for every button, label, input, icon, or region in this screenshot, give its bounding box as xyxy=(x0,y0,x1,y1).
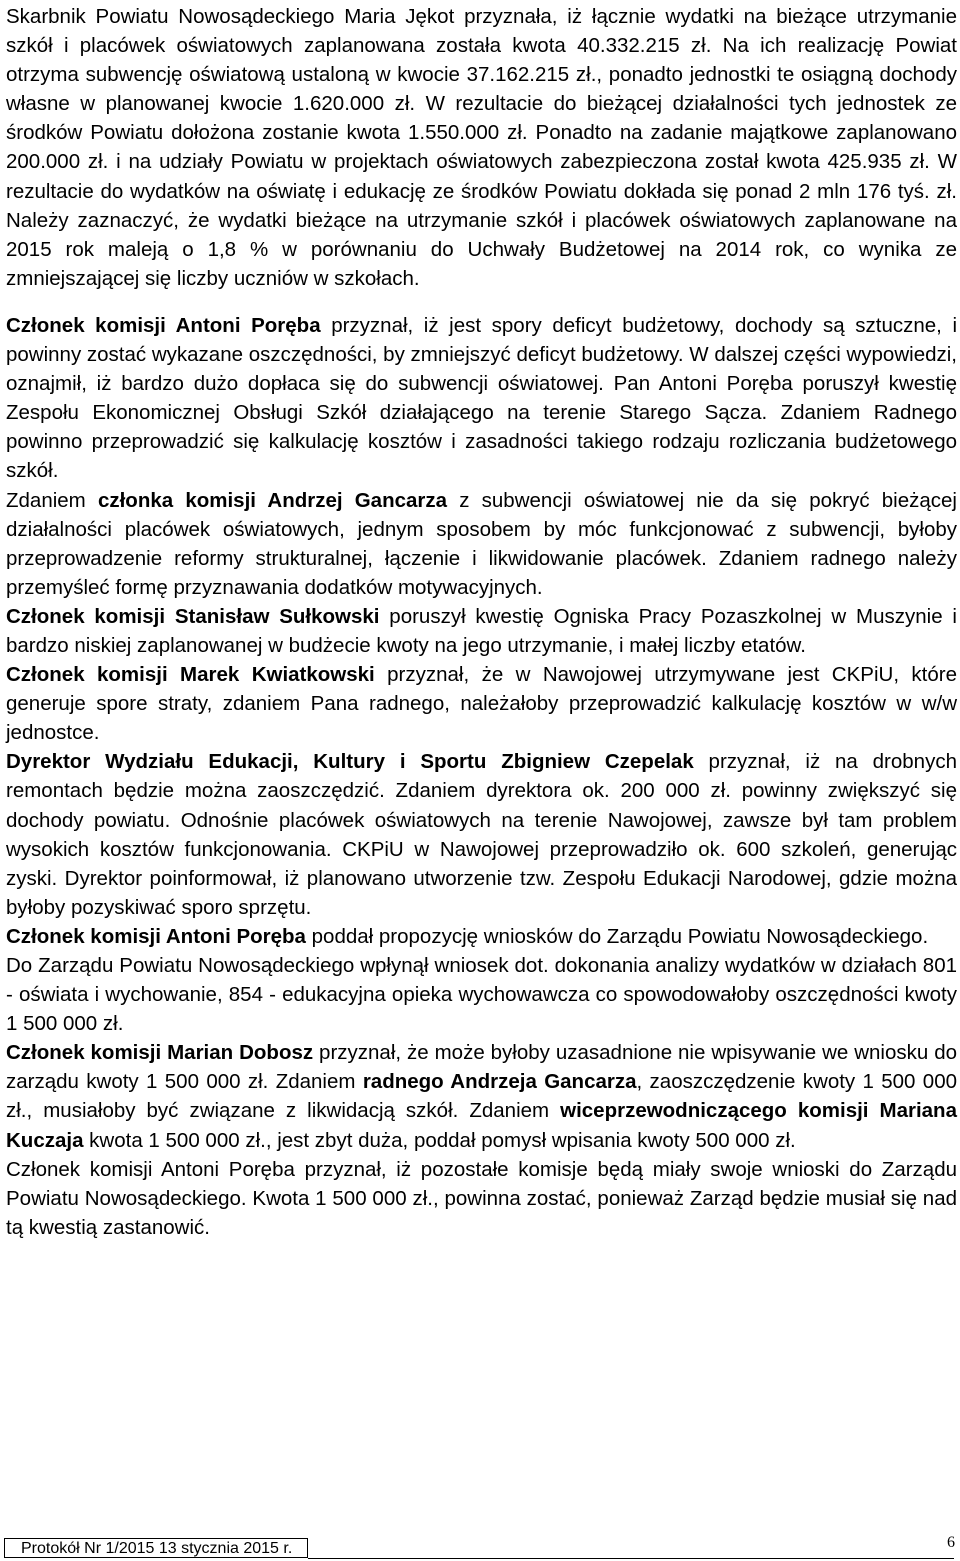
speaker-name: wiceprzewodniczącego komisji Mariana Kuczaja xyxy=(6,1099,957,1152)
page-footer xyxy=(0,1534,960,1561)
paragraph-text: Skarbnik Powiatu Nowosądeckiego Maria Jękot przyznała, iż łącznie wydatki na bieżące utrzymanie szkół i placówek oświatowych zaplanowana została kwota 40.332.215 zł. Na ich realizację Powiat otrzyma subwencję oświatową ustaloną w kwocie 37.162.215 zł., ponadto jednostki te osiągną dochody własne w planowanej kwocie 1.620.000 zł. W rezultacie do bieżącej działalności tych jednostek ze środków Powiatu dołożona zostanie kwota 1.550.000 zł. Ponadto na zadanie majątkowe zaplanowano 200.000 zł. i na udziały Powiatu w projektach oświatowych zabezpieczona został kwota 425.935 zł. W rezultacie do wydatków na oświatę i edukację ze środków Powiatu dokłada się ponad 2 mln 176 tyś. zł. Należy zaznaczyć, że wydatki bieżące na utrzymanie szkół i placówek oświatowych zaplanowane na 2015 rok maleją o 1,8 % w porównaniu do Uchwały Budżetowej na 2014 rok, co wynika ze zmniejszającej się liczby uczniów w szkołach. xyxy=(6,5,957,290)
speaker-name: Dyrektor Wydziału Edukacji, Kultury i Sportu Zbigniew Czepelak xyxy=(6,750,694,774)
paragraph-text: , zaoszczędzenie kwoty 1 500 000 zł., musiałoby być związane z likwidacją szkół. Zdaniem xyxy=(6,1070,958,1123)
paragraph xyxy=(6,1155,957,1242)
paragraph-text: przyznał, iż jest spory deficyt budżetowy, dochody są sztuczne, i powinny zostać wykazane oszczędności, by zmniejszyć deficyt budżetowy. W dalszej części wypowiedzi, oznajmił, iż bardzo dużo dopłaca się do subwencji oświatowej. Pan Antoni Poręba poruszył kwestię Zespołu Ekonomicznej Obsługi Szkół działającego na terenie Starego Sącza. Zdaniem Radnego powinno przeprowadzić się kalkulację kosztów i zasadności takiego rodzaju rozliczania budżetowego szkół. xyxy=(6,313,957,483)
paragraph xyxy=(6,1038,957,1154)
paragraph xyxy=(6,602,957,660)
speaker-name: Członek komisji Antoni Poręba xyxy=(6,313,321,337)
paragraph-text: przyznał, że może byłoby uzasadnione nie wpisywanie we wniosku do zarządu kwoty 1 500 000 zł. Zdaniem xyxy=(6,1041,957,1094)
paragraph-text: Zdaniem xyxy=(6,488,98,512)
paragraph-text: z subwencji oświatowej nie da się pokryć bieżącej działalności placówek oświatowych, jednym sposobem by móc funkcjonować z subwencji, byłoby przeprowadzenie reformy strukturalnej, łączenie i likwidowanie placówek. Zdaniem radnego należy przemyśleć formę przyznawania dodatków motywacyjnych. xyxy=(6,488,957,599)
speaker-name: Członek komisji Stanisław Sułkowski xyxy=(6,604,380,628)
page-number: 6 xyxy=(947,1534,955,1551)
speaker-name: radnego Andrzeja Gancarza xyxy=(362,1070,637,1094)
paragraph xyxy=(6,660,957,747)
paragraph xyxy=(6,922,957,951)
paragraph xyxy=(6,2,957,293)
paragraph-text: Członek komisji Antoni Poręba przyznał, iż pozostałe komisje będą miały swoje wnioski do Zarządu Powiatu Nowosądeckiego. Kwota 1 500 000 zł., powinna zostać, ponieważ Zarząd będzie musiał się nad tą kwestią zastanowić. xyxy=(6,1157,957,1239)
document-body xyxy=(6,2,957,1242)
speaker-name: Członek komisji Marek Kwiatkowski xyxy=(6,663,375,687)
paragraph-text: Do Zarządu Powiatu Nowosądeckiego wpłynął wniosek dot. dokonania analizy wydatków w działach 801 - oświata i wychowanie, 854 - edukacyjna opieka wychowawcza co spowodowałoby oszczędności kwoty 1 500 000 zł. xyxy=(6,954,957,1036)
paragraph-text: kwota 1 500 000 zł., jest zbyt duża, poddał pomysł wpisania kwoty 500 000 zł. xyxy=(83,1128,796,1152)
paragraph-text: poddał propozycję wniosków do Zarządu Powiatu Nowosądeckiego. xyxy=(305,924,929,948)
footer-label: Protokół Nr 1/2015 13 stycznia 2015 r. xyxy=(4,1538,308,1558)
paragraph xyxy=(6,311,957,486)
speaker-name: członka komisji Andrzej Gancarza xyxy=(97,488,448,512)
speaker-name: Członek komisji Antoni Poręba xyxy=(6,924,306,948)
paragraph xyxy=(6,747,957,922)
paragraph xyxy=(6,486,957,602)
paragraph-text: przyznał, iż na drobnych remontach będzie można zaoszczędzić. Zdaniem dyrektora ok. 200 000 zł. powinny zwiększyć się dochody powiatu. Odnośnie placówek oświatowych na terenie Nawojowej, zawsze był tam problem wysokich kosztów funkcjonowania. CKPiU w Nawojowej przeprowadziło ok. 600 szkoleń, generując zyski. Dyrektor poinformował, iż planowano utworzenie tzw. Zespołu Edukacji Narodowej, gdzie można byłoby pozyskiwać sporo sprzętu. xyxy=(6,750,957,919)
footer-rule xyxy=(308,1558,954,1559)
speaker-name: Członek komisji Marian Dobosz xyxy=(6,1041,314,1065)
paragraph-text: poruszył kwestię Ogniska Pracy Pozaszkolnej w Muszynie i bardzo niskiej zaplanowanej w budżecie kwoty na jego utrzymanie, i małej liczby etatów. xyxy=(6,604,957,657)
paragraph xyxy=(6,951,957,1038)
paragraph-text: przyznał, że w Nawojowej utrzymywane jest CKPiU, które generuje spore straty, zdaniem Pana radnego, należałoby przeprowadzić kalkulację kosztów w w/w jednostce. xyxy=(6,663,957,745)
